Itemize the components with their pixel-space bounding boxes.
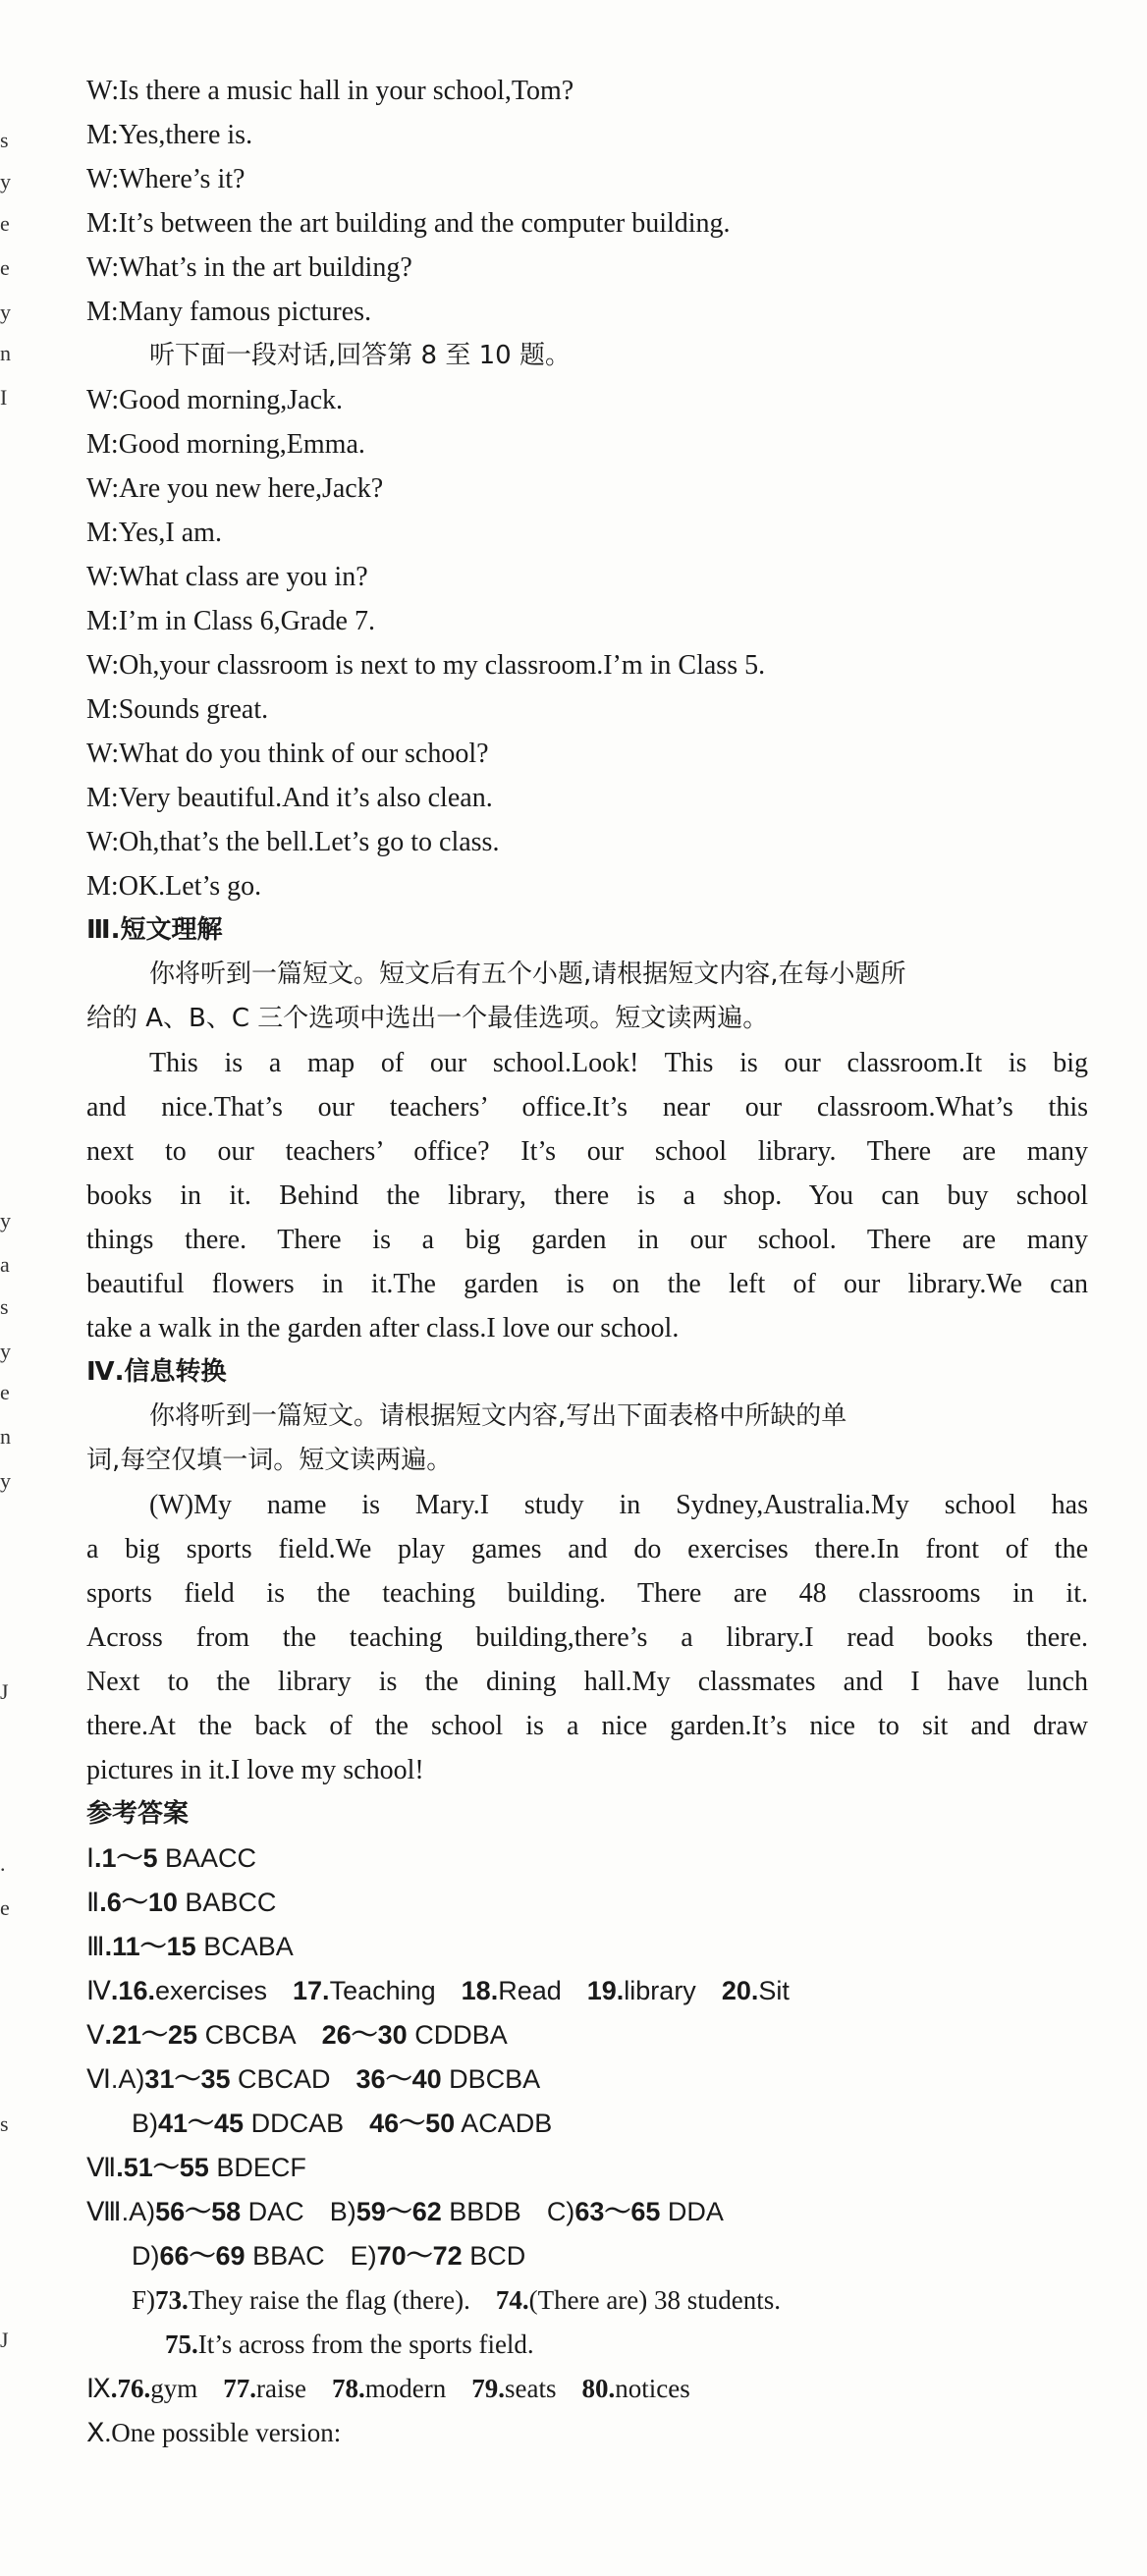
answer-row-7: Ⅶ.51～55 BDECF — [86, 2153, 306, 2182]
edge-letter: a — [0, 1252, 10, 1277]
dialogue-line: M:I’m in Class 6,Grade 7. — [86, 606, 375, 636]
answer-row-6: Ⅵ.A)31～35 CBCAD 36～40 DBCBA — [86, 2064, 541, 2094]
passage-line: (W)My name is Mary.I study in Sydney,Australia.My school has — [149, 1490, 1088, 1520]
passage-line: things there. There is a big garden in our school. There are many — [86, 1225, 1088, 1255]
answer-row-8: Ⅷ.A)56～58 DAC B)59～62 BBDB C)63～65 DDA — [86, 2197, 724, 2226]
passage-line: sports field is the teaching building. There are 48 classrooms in it. — [86, 1578, 1088, 1609]
dialogue-line: M:Sounds great. — [86, 694, 269, 725]
answer-row-6b: B)41～45 DDCAB 46～50 ACADB — [132, 2109, 553, 2138]
edge-letter: e — [0, 1380, 10, 1404]
dialogue-line: M:Very beautiful.And it’s also clean. — [86, 783, 493, 813]
section-4-title: Ⅳ.信息转换 — [86, 1357, 227, 1387]
answer-row-10: Ⅹ.One possible version: — [86, 2418, 342, 2447]
dialogue-line: W:Are you new here,Jack? — [86, 473, 384, 504]
dialogue-line: M:Many famous pictures. — [86, 297, 372, 327]
passage-line: This is a map of our school.Look! This is our classroom.It is big — [149, 1048, 1088, 1078]
answer-row-5: Ⅴ.21～25 CBCBA 26～30 CDDBA — [86, 2020, 508, 2050]
passage-line: next to our teachers’ office? It’s our school library. There are many — [86, 1136, 1088, 1167]
section-3-title: Ⅲ.短文理解 — [86, 915, 223, 945]
passage-line: there.At the back of the school is a nice garden.It’s nice to sit and draw — [86, 1711, 1088, 1741]
passage-line: books in it. Behind the library, there is a shop. You can buy school — [86, 1180, 1088, 1211]
passage-line: a big sports field.We play games and do exercises there.In front of the — [86, 1534, 1088, 1564]
dialogue-line: M:Yes,I am. — [86, 518, 222, 548]
left-margin-fragments — [0, 0, 12, 2576]
edge-letter: y — [0, 1468, 11, 1493]
answer-row-3: Ⅲ.11～15 BCABA — [86, 1932, 294, 1961]
edge-letter: y — [0, 300, 11, 324]
answer-page — [86, 69, 1088, 2455]
edge-letter: n — [0, 1424, 11, 1449]
dialogue-line: W:Oh,your classroom is next to my classroom.I’m in Class 5. — [86, 650, 766, 681]
edge-letter: e — [0, 1895, 10, 1920]
edge-letter: y — [0, 169, 11, 193]
answer-row-8b: D)66～69 BBAC E)70～72 BCD — [132, 2241, 526, 2271]
edge-letter: s — [0, 1294, 9, 1319]
edge-letter: s — [0, 128, 9, 152]
dialogue-line: W:Good morning,Jack. — [86, 385, 344, 415]
section-4-instruction: 你将听到一篇短文。请根据短文内容,写出下面表格中所缺的单 — [149, 1401, 847, 1431]
edge-letter: J — [0, 1679, 9, 1704]
answer-row-9: Ⅸ.76.gym 77.raise 78.modern 79.seats 80.notices — [86, 2374, 690, 2403]
passage-line: Next to the library is the dining hall.My classmates and I have lunch — [86, 1667, 1088, 1697]
edge-letter: y — [0, 1339, 11, 1363]
edge-letter: y — [0, 1208, 11, 1233]
dialogue-line: W:What class are you in? — [86, 562, 368, 592]
dialogue-line: M:It’s between the art building and the computer building. — [86, 208, 731, 239]
edge-letter: I — [0, 385, 8, 410]
section-4-instruction: 词,每空仅填一词。短文读两遍。 — [86, 1446, 453, 1475]
answer-row-8d: 75.It’s across from the sports field. — [165, 2329, 534, 2359]
dialogue-line: M:Yes,there is. — [86, 120, 253, 150]
dialogue-line: W:What do you think of our school? — [86, 739, 489, 769]
edge-letter: n — [0, 341, 11, 365]
instruction-8-10: 听下面一段对话,回答第 8 至 10 题。 — [149, 341, 571, 370]
answer-row-1: Ⅰ.1～5 BAACC — [86, 1843, 257, 1873]
dialogue-line: W:Oh,that’s the bell.Let’s go to class. — [86, 827, 500, 857]
answer-key-title: 参考答案 — [86, 1799, 190, 1829]
passage-line: and nice.That’s our teachers’ office.It’s near our classroom.What’s this — [86, 1092, 1088, 1123]
answer-row-4: Ⅳ.16.exercises 17.Teaching 18.Read 19.library 20.Sit — [86, 1976, 790, 2005]
passage-line: beautiful flowers in it.The garden is on the left of our library.We can — [86, 1269, 1088, 1299]
passage-line: Across from the teaching building,there’s a library.I read books there. — [86, 1622, 1088, 1653]
edge-letter: e — [0, 211, 10, 236]
dialogue-a — [86, 69, 1088, 334]
dialogue-line: W:What’s in the art building? — [86, 252, 412, 283]
passage-line: take a walk in the garden after class.I love our school. — [86, 1313, 680, 1343]
answer-row-8c: F)73.They raise the flag (there). 74.(There are) 38 students. — [132, 2285, 782, 2315]
answer-row-2: Ⅱ.6～10 BABCC — [86, 1888, 277, 1917]
edge-letter: J — [0, 2328, 9, 2352]
edge-letter: s — [0, 2111, 9, 2136]
edge-letter: . — [0, 1851, 6, 1876]
dialogue-line: M:Good morning,Emma. — [86, 429, 365, 460]
dialogue-b — [86, 378, 1088, 908]
passage-line: pictures in it.I love my school! — [86, 1755, 424, 1785]
dialogue-line: W:Is there a music hall in your school,Tom? — [86, 76, 574, 106]
section-3-instruction: 你将听到一篇短文。短文后有五个小题,请根据短文内容,在每小题所 — [149, 959, 906, 989]
edge-letter: e — [0, 255, 10, 280]
dialogue-line: M:OK.Let’s go. — [86, 871, 262, 902]
section-3-instruction: 给的 A、B、C 三个选项中选出一个最佳选项。短文读两遍。 — [86, 1004, 769, 1033]
dialogue-line: W:Where’s it? — [86, 164, 246, 194]
